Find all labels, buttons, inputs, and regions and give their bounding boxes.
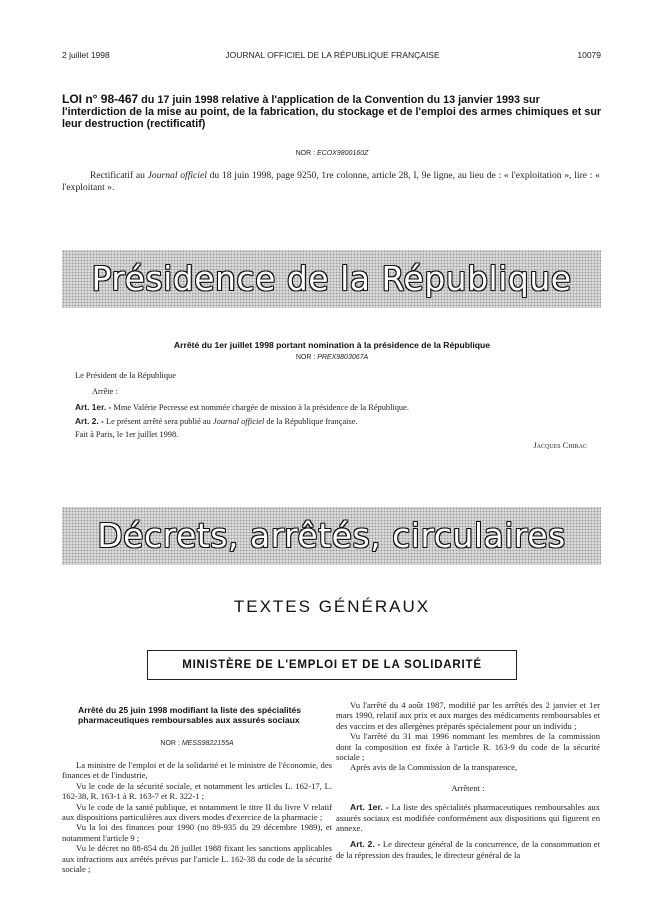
nor-label: NOR : bbox=[295, 354, 318, 361]
presidence-banner-title: Présidence de la République bbox=[91, 259, 572, 298]
right-arretent: Arrêtent : bbox=[451, 782, 485, 793]
law-nor bbox=[62, 150, 602, 157]
left-column-body bbox=[62, 760, 332, 874]
presidence-signature: Jacques Chirac bbox=[533, 441, 587, 450]
presidence-arrete-title: Arrêté du 1er juillet 1998 portant nomination à la présidence de la République bbox=[173, 340, 491, 350]
header-date: 2 juillet 1998 bbox=[62, 50, 110, 60]
rectif-pre: Rectificatif au bbox=[90, 170, 148, 181]
presidence-arrete: Arrête : bbox=[92, 387, 118, 396]
law-title bbox=[62, 93, 602, 130]
nor-value: MESS9822155A bbox=[181, 740, 234, 747]
left-para: Vu la loi des finances pour 1990 (no 89-935 du 29 décembre 1989), et notamment l'article 9 ; bbox=[62, 822, 332, 843]
right-para: Vu l'arrêté du 31 mai 1996 nommant les membres de la commission dont la composition est fixée à l'article R. 163-9 du code de la sécurité sociale ; bbox=[336, 731, 600, 763]
article-text: Le directeur général de la concurrence, de la consommation et de la répression des fraudes, le directeur général de la bbox=[336, 839, 601, 860]
article-text: Le présent arrêté sera publié au bbox=[103, 417, 213, 426]
article-label: Art. 1er. - bbox=[350, 802, 389, 813]
article-text: La liste des spécialités pharmaceutiques remboursables aux assurés sociaux est modifiée conformément aux dispositions qui figurent en annexe. bbox=[336, 802, 600, 834]
decrets-banner-title: Décrets, arrêtés, circulaires bbox=[97, 516, 566, 555]
rectif-journal: Journal officiel bbox=[147, 170, 207, 181]
right-para: Vu l'arrêté du 4 août 1987, modifié par les arrêtés des 2 janvier et 1er mars 1990, relatif aux prix et aux marges des médicaments remboursables et des vaccins et des allergènes préparés spécialement pour un individu ; bbox=[336, 700, 600, 731]
presidence-nor bbox=[62, 354, 602, 361]
left-arrete-title: Arrêté du 25 juin 1998 modifiant la liste des spécialités pharmaceutiques remboursables aux assurés sociaux bbox=[78, 705, 302, 725]
section-heading: TEXTES GÉNÉRAUX bbox=[233, 597, 431, 616]
left-para: La ministre de l'emploi et de la solidarité et le ministre de l'économie, des finances et de l'industrie, bbox=[62, 760, 332, 781]
presidence-intro: Le Président de la République bbox=[75, 371, 176, 380]
article-text: Mme Valérie Pecresse est nommée chargée de mission à la présidence de la République. bbox=[111, 403, 409, 412]
article-journal: Journal officiel bbox=[212, 417, 265, 426]
rectif-post: du 18 juin 1998, page 9250, 1re colonne, article 28, I, 9e ligne, au lieu de : « l'exploitation », lire : « l'exploitant ». bbox=[62, 170, 600, 193]
right-para: Après avis de la Commission de la transparence, bbox=[350, 762, 518, 773]
decrets-banner bbox=[62, 507, 601, 565]
law-title-text: du 17 juin 1998 relative à l'application de la Convention du 13 janvier 1993 sur l'interdiction de la mise au point, de la fabrication, du stockage et de l'emploi des armes chimiques et sur leur destruction (rectificatif) bbox=[62, 94, 602, 130]
nor-label: NOR : bbox=[295, 150, 317, 157]
left-nor bbox=[62, 740, 332, 747]
nor-label: NOR : bbox=[160, 740, 182, 747]
right-article-2 bbox=[336, 839, 600, 860]
left-para: Vu le décret no 88-854 du 28 juillet 1988 fixant les sanctions applicables aux infractions aux arrêtés prévus par l'article L. 162-38 du code de la sécurité sociale ; bbox=[62, 843, 332, 875]
nor-value: ECOX9800160Z bbox=[317, 150, 369, 157]
article-label: Art. 2. - bbox=[75, 416, 104, 426]
rectificatif-text bbox=[62, 170, 600, 194]
article-label: Art. 1er. - bbox=[75, 402, 112, 412]
header-journal-title: JOURNAL OFFICIEL DE LA RÉPUBLIQUE FRANÇAISE bbox=[225, 50, 440, 60]
article-text-end: de la République française. bbox=[264, 417, 358, 426]
law-number: LOI n° 98-467 bbox=[62, 92, 139, 106]
presidence-article-1 bbox=[75, 401, 409, 414]
presidence-fait: Fait à Paris, le 1er juillet 1998. bbox=[75, 430, 179, 439]
article-label: Art. 2. - bbox=[350, 839, 381, 850]
header-page-number: 10079 bbox=[577, 50, 601, 60]
right-article-1 bbox=[336, 802, 600, 833]
left-para: Vu le code de la sécurité sociale, et notamment les articles L. 162-17, L. 162-38, R. 163-1 à R. 163-7 et R. 322-1 ; bbox=[62, 780, 332, 802]
presidence-article-2 bbox=[75, 415, 358, 428]
nor-value: PREX9803067A bbox=[317, 354, 369, 361]
left-para: Vu le code de la santé publique, et notamment le titre II du livre V relatif aux dispositions particulières aux divers modes d'exercice de la pharmacie ; bbox=[62, 801, 332, 823]
ministry-title: MINISTÈRE DE L'EMPLOI ET DE LA SOLIDARITÉ bbox=[182, 659, 482, 671]
right-column-body bbox=[336, 700, 600, 860]
ministry-box bbox=[147, 650, 517, 680]
presidence-banner bbox=[62, 250, 601, 308]
